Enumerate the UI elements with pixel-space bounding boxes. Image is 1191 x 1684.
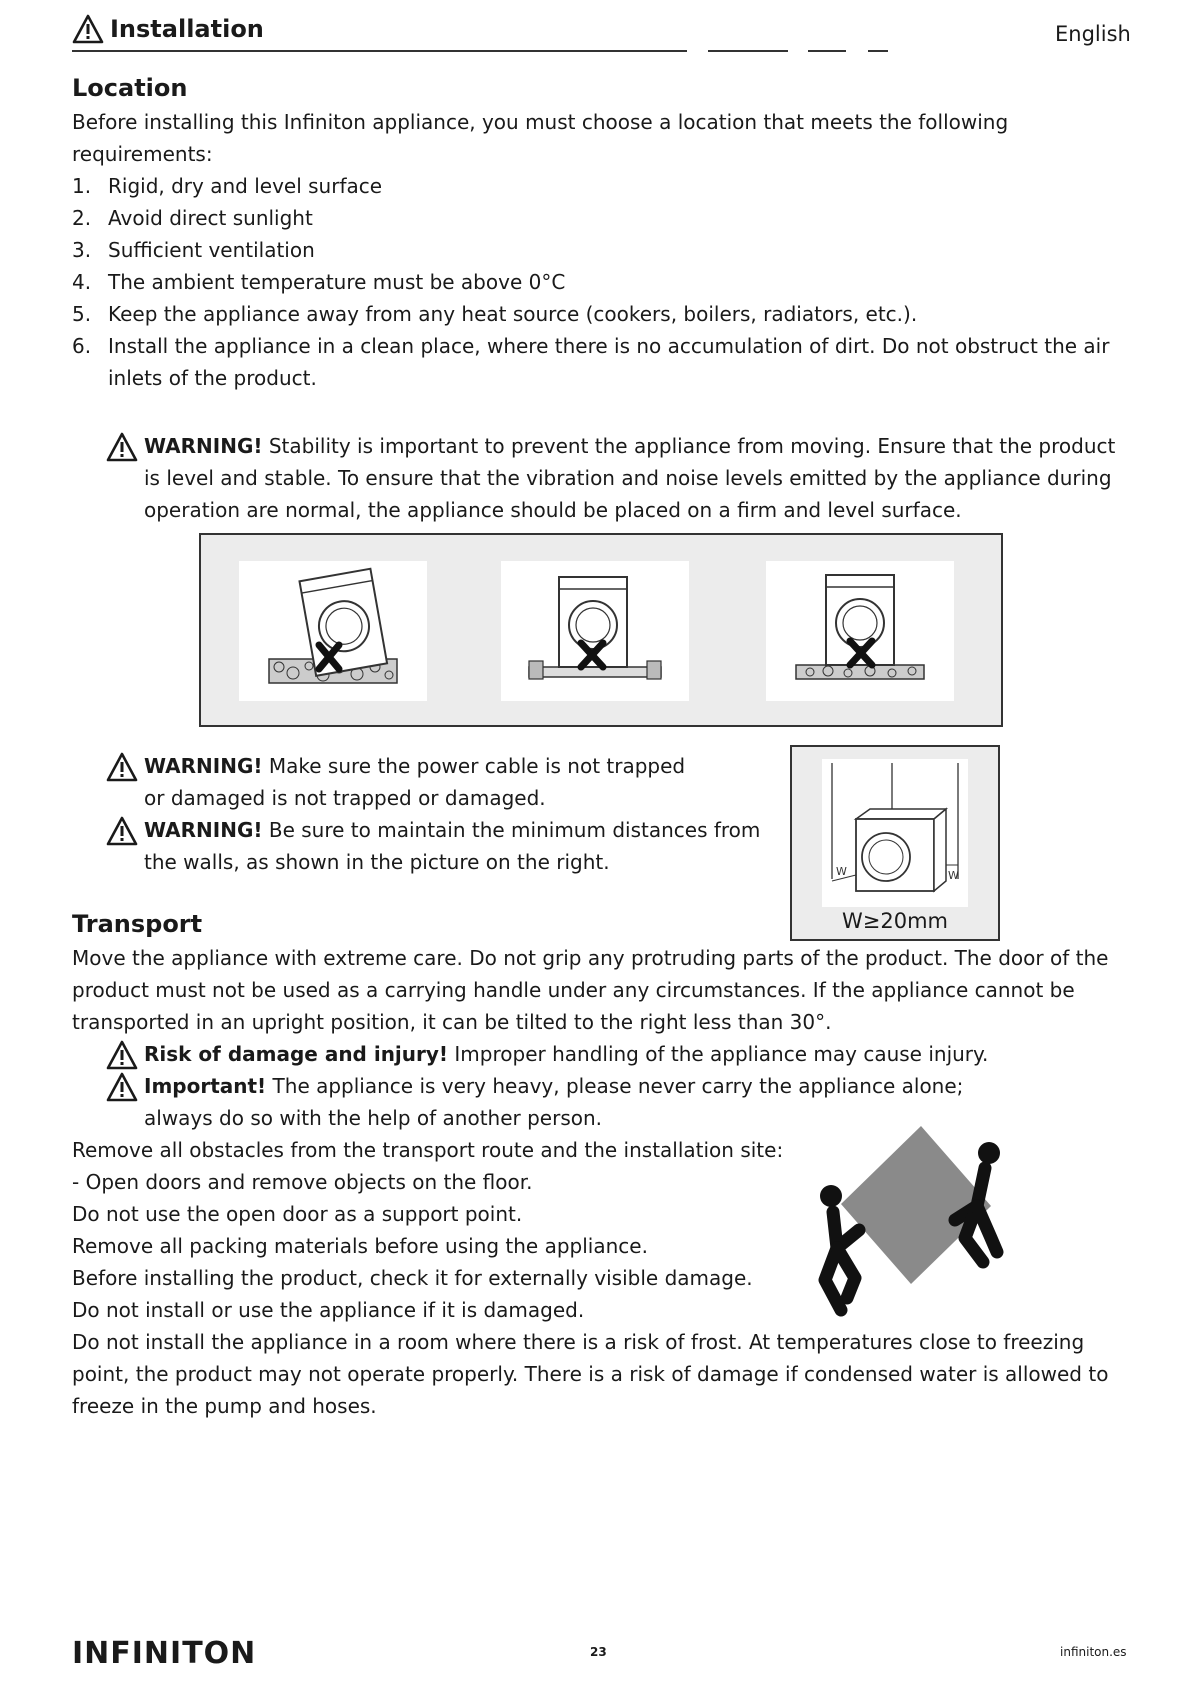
svg-text:W: W [836, 865, 847, 878]
warning-text: Stability is important to prevent the appliance from moving. Ensure that the product is level and stable. To ensure that the vibration and noise levels emitted by the appliance during operation are normal, the appliance should be placed on a firm and level surface. [144, 434, 1116, 522]
page-number: 23 [590, 1645, 607, 1659]
warning-triangle-icon [106, 432, 138, 462]
unstable-stones-illustration [239, 561, 427, 701]
unstable-rough-floor-illustration [766, 561, 954, 701]
warning-distance [106, 814, 796, 878]
transport-instructions [72, 1134, 792, 1326]
warning-text: The appliance is very heavy, please never carry the appliance alone; always do so with the help of another person. [144, 1074, 964, 1130]
warning-label: WARNING! [144, 434, 263, 458]
warning-triangle-icon [106, 1040, 138, 1070]
warning-stability [106, 430, 1126, 526]
warning-label: Risk of damage and injury! [144, 1042, 449, 1066]
footer-url: infiniton.es [1060, 1645, 1127, 1659]
frost-warning-text: Do not install the appliance in a room where there is a risk of frost. At temperatures close to freezing point, the product may not operate properly. There is a risk of damage if condensed water is allowed to freeze in the pump and hoses. [72, 1330, 1109, 1418]
warning-triangle-icon [106, 752, 138, 782]
distance-caption: W≥20mm [842, 909, 948, 933]
warning-label: WARNING! [144, 818, 263, 842]
brand-logo: INFINITON [72, 1636, 257, 1671]
warning-text: Be sure to maintain the minimum distances from the walls, as shown in the picture on the right. [144, 818, 761, 874]
list-item: 5. Keep the appliance away from any heat source (cookers, boilers, radiators, etc.). [72, 302, 918, 326]
warning-text: Make sure the power cable is not trapped or damaged is not trapped or damaged. [144, 754, 686, 810]
list-item: 6. Install the appliance in a clean place, where there is no accumulation of dirt. Do not obstruct the air inlets of the product. [72, 334, 1110, 390]
leveling-illustration [199, 533, 1003, 727]
unstable-raised-illustration [501, 561, 689, 701]
warning-text: Improper handling of the appliance may cause injury. [448, 1042, 989, 1066]
header-rule-dash [708, 50, 788, 52]
warning-triangle-icon [72, 14, 104, 44]
list-item: 3. Sufficient ventilation [72, 238, 315, 262]
list-item: Do not use the open door as a support point. [72, 1202, 523, 1226]
warning-cable [106, 750, 786, 814]
list-item: 4. The ambient temperature must be above 0°C [72, 270, 566, 294]
language-label: English [1055, 22, 1131, 46]
warning-triangle-icon [106, 816, 138, 846]
transport-heading: Transport [72, 910, 203, 938]
list-item: Remove all packing materials before using the appliance. [72, 1234, 648, 1258]
list-item: Remove all obstacles from the transport route and the installation site: [72, 1138, 784, 1162]
svg-text:W: W [948, 869, 959, 882]
list-item: 1. Rigid, dry and level surface [72, 174, 383, 198]
list-item: Do not install or use the appliance if it is damaged. [72, 1298, 585, 1322]
transport-intro: Move the appliance with extreme care. Do not grip any protruding parts of the product. The door of the product must not be used as a carrying handle under any circumstances. If the appliance cannot be transported in an upright position, it can be tilted to the right less than 30°. [72, 946, 1109, 1034]
section-title-text: Installation [110, 15, 264, 43]
warning-label: WARNING! [144, 754, 263, 778]
two-person-carry-illustration [815, 1120, 1015, 1320]
header-rule-dash [808, 50, 846, 52]
list-item: 2. Avoid direct sunlight [72, 206, 313, 230]
header-rule [72, 50, 687, 52]
warning-label: Important! [144, 1074, 267, 1098]
list-item: - Open doors and remove objects on the floor. [72, 1170, 533, 1194]
warning-triangle-icon [106, 1072, 138, 1102]
requirements-list [72, 170, 1122, 394]
wall-distance-illustration [790, 745, 1000, 941]
header-rule-dash [868, 50, 888, 52]
location-intro: Before installing this Infiniton appliance, you must choose a location that meets the following requirements: [72, 110, 1009, 166]
list-item: Before installing the product, check it for externally visible damage. [72, 1266, 753, 1290]
section-title [72, 14, 264, 44]
location-heading: Location [72, 74, 188, 102]
